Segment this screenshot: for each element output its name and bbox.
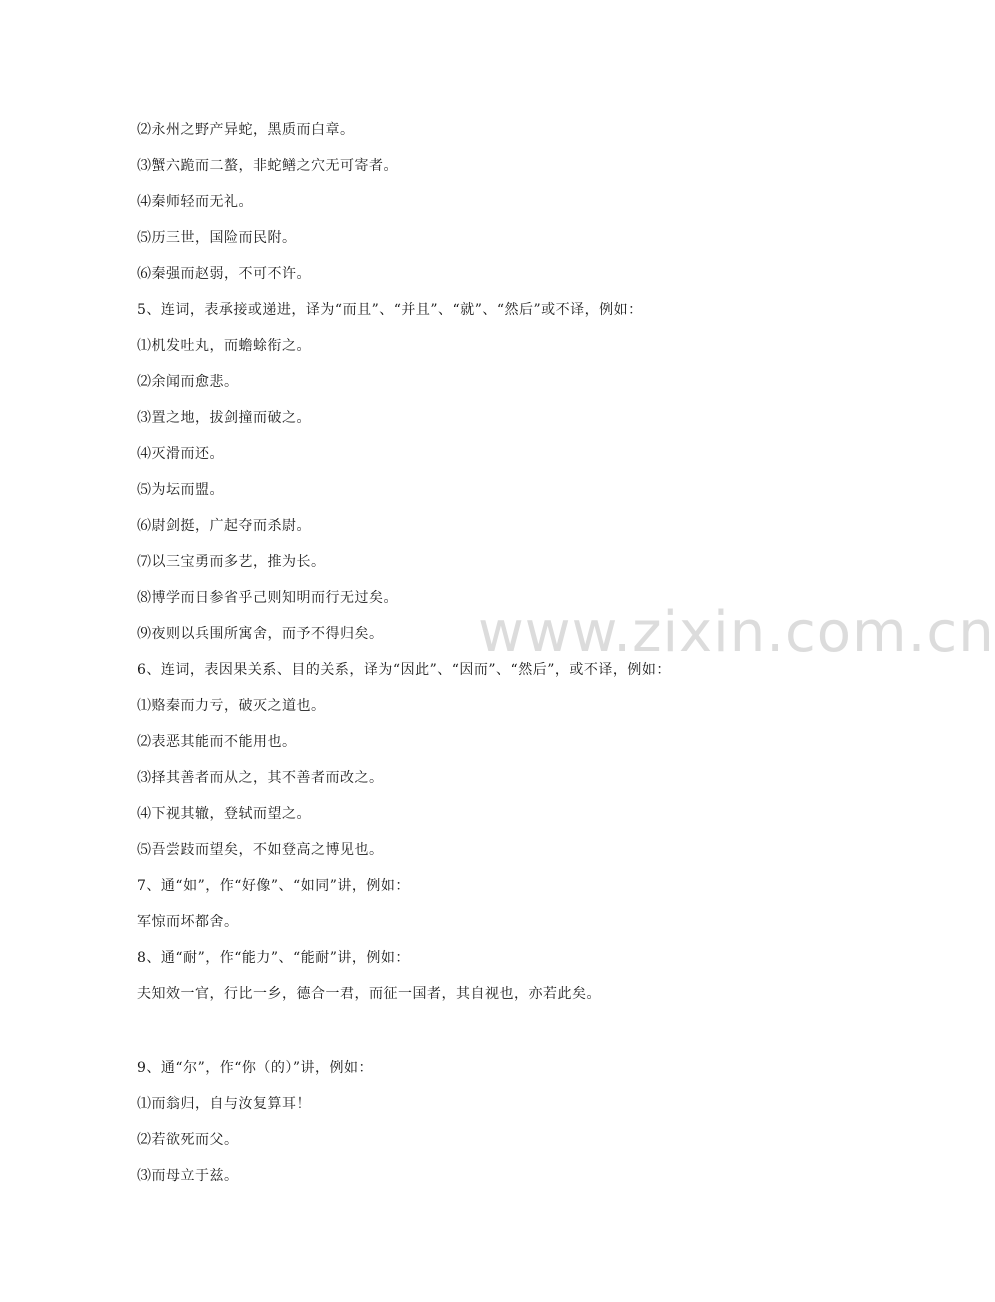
text-line: ⑵表恶其能而不能用也。 (137, 734, 297, 750)
text-line: ⑶置之地，拔剑撞而破之。 (137, 410, 311, 426)
section-heading: 9、通“尔”，作“你（的）”讲，例如： (137, 1060, 374, 1076)
text-line: ⑶蟹六跪而二螯，非蛇鳝之穴无可寄者。 (137, 158, 398, 174)
text-line: ⑸历三世，国险而民附。 (137, 230, 297, 246)
text-line: ⑸为坛而盟。 (137, 482, 224, 498)
text-line: ⑵若欲死而父。 (137, 1132, 239, 1148)
text-line: ⑸吾尝跂而望矣，不如登高之博见也。 (137, 842, 384, 858)
text-line: ⑹秦强而赵弱，不可不许。 (137, 266, 311, 282)
text-line: ⑶择其善者而从之，其不善者而改之。 (137, 770, 384, 786)
text-line: ⑵永州之野产异蛇，黑质而白章。 (137, 122, 355, 138)
watermark: www.zixin.com.cn (478, 600, 995, 665)
text-line: ⑴赂秦而力亏，破灭之道也。 (137, 698, 326, 714)
text-line: ⑷灭滑而还。 (137, 446, 224, 462)
section-heading: 7、通“如”，作“好像”、“如同”讲，例如： (137, 878, 410, 894)
text-line: ⑶而母立于兹。 (137, 1168, 239, 1184)
text-line: ⑴机发吐丸，而蟾蜍衔之。 (137, 338, 311, 354)
section-heading: 6、连词，表因果关系、目的关系，译为“因此”、“因而”、“然后”，或不译，例如： (137, 662, 671, 678)
text-line: 夫知效一官，行比一乡，德合一君，而征一国者，其自视也，亦若此矣。 (137, 986, 601, 1002)
section-heading: 8、通“耐”，作“能力”、“能耐”讲，例如： (137, 950, 410, 966)
section-heading: 5、连词，表承接或递进，译为“而且”、“并且”、“就”、“然后”或不译，例如： (137, 302, 643, 318)
text-line: ⑻博学而日参省乎己则知明而行无过矣。 (137, 590, 398, 606)
text-line: ⑴而翁归，自与汝复算耳！ (137, 1096, 311, 1112)
text-line: ⑷秦师轻而无礼。 (137, 194, 253, 210)
text-line: ⑼夜则以兵围所寓舍，而予不得归矣。 (137, 626, 384, 642)
text-line: ⑺以三宝勇而多艺，推为长。 (137, 554, 326, 570)
text-line: ⑹尉剑挺，广起夺而杀尉。 (137, 518, 311, 534)
text-line: 军惊而坏都舍。 (137, 914, 239, 930)
text-line: ⑷下视其辙，登轼而望之。 (137, 806, 311, 822)
text-line: ⑵余闻而愈悲。 (137, 374, 239, 390)
